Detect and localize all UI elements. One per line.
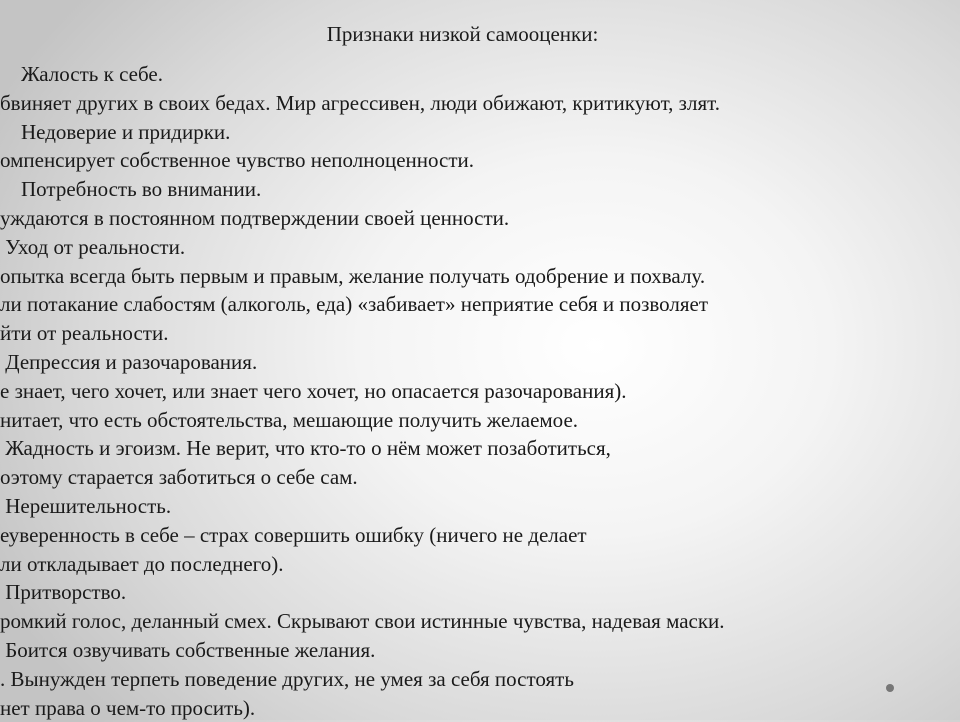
list-line: бвиняет других в своих бедах. Мир агрессивен, люди обижают, критикуют, злят. bbox=[0, 90, 720, 115]
list-line: оэтому старается заботиться о себе сам. bbox=[0, 465, 358, 490]
signs-list bbox=[0, 60, 725, 722]
list-line: Жалость к себе. bbox=[0, 62, 163, 86]
slide-nav-dot-icon bbox=[886, 684, 894, 692]
list-line: йти от реальности. bbox=[0, 321, 169, 346]
list-line: Боится озвучивать собственные желания. bbox=[0, 637, 376, 662]
list-line: Недоверие и придирки. bbox=[0, 119, 231, 144]
list-line: Жадность и эгоизм. Не верит, что кто-то о нём может позаботиться, bbox=[0, 436, 611, 461]
list-line: нитает, что есть обстоятельства, мешающие получить желаемое. bbox=[0, 407, 579, 432]
list-line: омпенсирует собственное чувство неполноценности. bbox=[0, 148, 475, 173]
list-line: ли откладывает до последнего). bbox=[0, 551, 284, 576]
list-line: . Вынужден терпеть поведение других, не умея за себя постоять bbox=[0, 666, 574, 691]
list-line: Нерешительность. bbox=[0, 493, 172, 518]
list-line: еуверенность в себе – страх совершить ошибку (ничего не делает bbox=[0, 522, 587, 547]
list-line: Потребность во внимании. bbox=[0, 177, 262, 202]
list-line: е знает, чего хочет, или знает чего хочет, но опасается разочарования). bbox=[0, 378, 627, 403]
list-line: Притворство. bbox=[0, 580, 127, 605]
list-line: Уход от реальности. bbox=[0, 234, 186, 259]
slide-title: Признаки низкой самооценки: bbox=[326, 22, 599, 46]
list-line: уждаются в постоянном подтверждении своей ценности. bbox=[0, 205, 510, 230]
list-line: ромкий голос, деланный смех. Скрывают свои истинные чувства, надевая маски. bbox=[0, 609, 725, 634]
list-line: нет права о чем-то просить). bbox=[0, 695, 256, 720]
list-line: Депрессия и разочарования. bbox=[0, 349, 258, 374]
list-line: ли потакание слабостям (алкоголь, еда) «забивает» неприятие себя и позволяет bbox=[0, 292, 709, 317]
list-line: опытка всегда быть первым и правым, желание получать одобрение и похвалу. bbox=[0, 263, 706, 288]
